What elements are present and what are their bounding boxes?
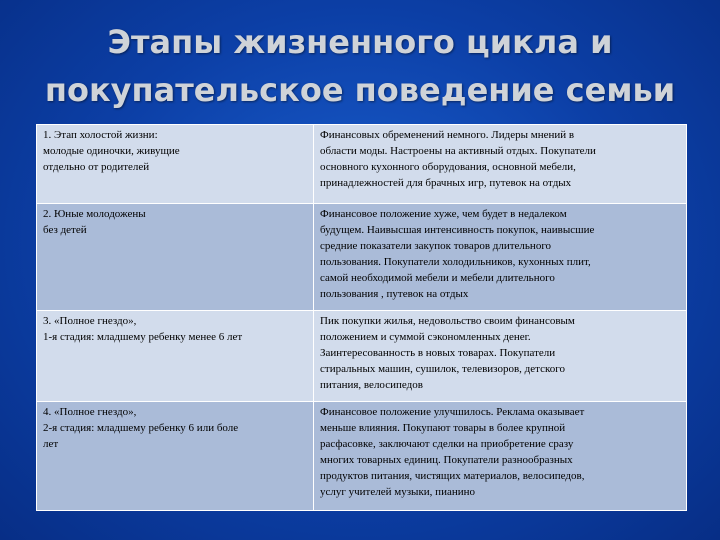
life-cycle-table	[36, 124, 687, 511]
table-row	[37, 311, 687, 402]
stage-cell	[37, 125, 314, 204]
description-cell	[314, 125, 687, 204]
stage-text: 1. Этап холостой жизни: молодые одиночки, живущие отдельно от родителей	[43, 129, 180, 173]
description-cell	[314, 204, 687, 311]
table-row	[37, 125, 687, 204]
stage-text: 4. «Полное гнездо», 2-я стадия: младшему ребенку 6 или боле лет	[43, 406, 239, 450]
stage-cell	[37, 402, 314, 511]
stage-cell	[37, 311, 314, 402]
description-cell	[314, 311, 687, 402]
description-text: Финансовое положение хуже, чем будет в недалеком будущем. Наивысшая интенсивность покупок, наивысшие средние показатели закупок товаров длительного пользования. Покупатели холодильников, кухонных плит, самой необходимой мебели и мебели длительного пользования , путевок на отдых	[320, 208, 595, 300]
description-cell	[314, 402, 687, 511]
slide-title-line-1: Этапы жизненного цикла и	[107, 23, 613, 61]
description-text: Финансовое положение улучшилось. Реклама оказывает меньше влияния. Покупают товары в более крупной расфасовке, заключают сделки на приобретение сразу многих товарных единиц. Покупатели разнообразных продуктов питания, чистящих материалов, велосипедов, услуг учителей музыки, пианино	[320, 406, 585, 498]
stage-text: 2. Юные молодожены без детей	[43, 208, 146, 236]
slide-title-line-2: покупательское поведение семьи	[44, 71, 676, 109]
stage-text: 3. «Полное гнездо», 1-я стадия: младшему ребенку менее 6 лет	[43, 315, 243, 343]
description-text: Пик покупки жилья, недовольство своим финансовым положением и суммой сэкономленных денег. Заинтересованность в новых товарах. Покупатели стиральных машин, сушилок, телевизоров, детского питания, велосипедов	[320, 315, 575, 391]
table-row	[37, 402, 687, 511]
stage-cell	[37, 204, 314, 311]
slide-title	[20, 18, 700, 114]
table-row	[37, 204, 687, 311]
description-text: Финансовых обременений немного. Лидеры мнений в области моды. Настроены на активный отдых. Покупатели основного кухонного оборудования, основной мебели, принадлежностей для брачных игр, путевок на отдых	[320, 129, 596, 189]
